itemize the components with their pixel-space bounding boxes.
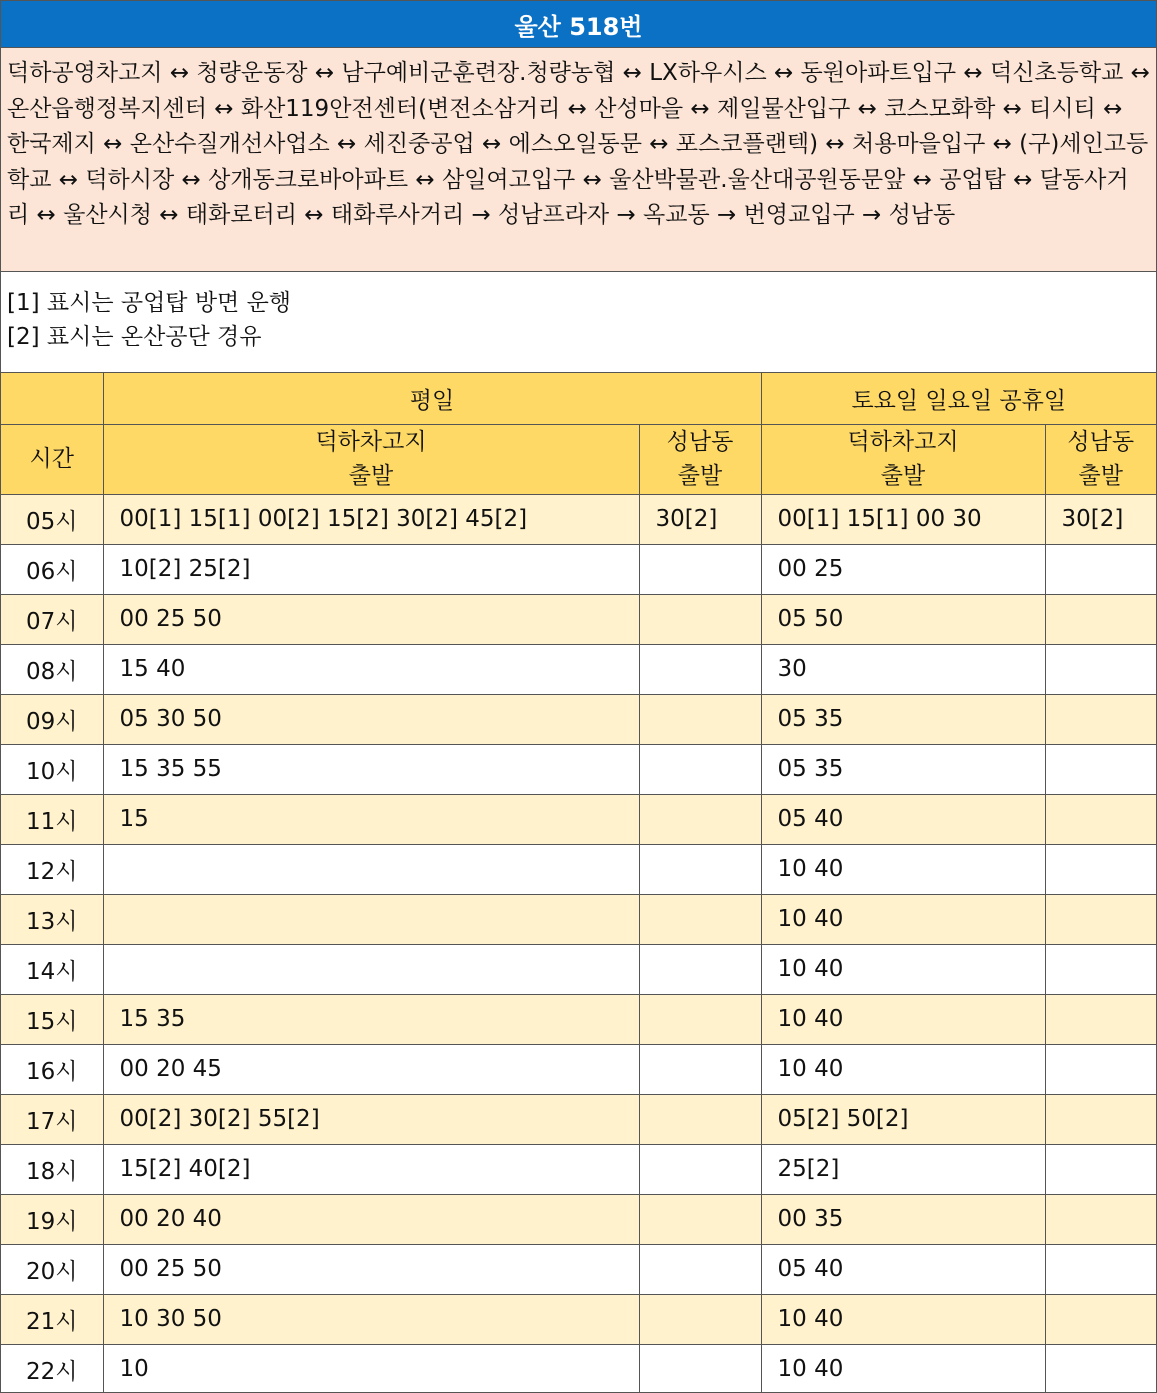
weekday-seongnam-times xyxy=(639,1194,761,1244)
weekday-dukha-times: 15 40 xyxy=(103,644,639,694)
hour-header: 시간 xyxy=(1,424,103,494)
page-title: 울산 518번 xyxy=(1,1,1156,48)
weekend-seongnam-times xyxy=(1045,944,1156,994)
header-line: 덕하차고지 xyxy=(847,429,959,455)
table-row xyxy=(1,894,1156,944)
weekday-seongnam-times xyxy=(639,894,761,944)
weekday-seongnam-times xyxy=(639,1144,761,1194)
table-row xyxy=(1,1044,1156,1094)
header-line: 성남동 xyxy=(666,429,734,455)
weekday-seongnam-times xyxy=(639,794,761,844)
weekday-seongnam-times xyxy=(639,844,761,894)
weekday-seongnam-times xyxy=(639,944,761,994)
header-line: 출발 xyxy=(677,463,723,489)
weekend-seongnam-times xyxy=(1045,1344,1156,1393)
weekend-dukha-times: 10 40 xyxy=(761,894,1045,944)
weekday-dukha-times xyxy=(103,844,639,894)
hour-cell: 16시 xyxy=(1,1044,103,1094)
weekend-seongnam-times xyxy=(1045,694,1156,744)
weekend-dukha-times: 10 40 xyxy=(761,944,1045,994)
weekend-dukha-times: 10 40 xyxy=(761,844,1045,894)
group-header-row xyxy=(1,373,1156,424)
hour-cell: 09시 xyxy=(1,694,103,744)
hour-cell: 06시 xyxy=(1,544,103,594)
table-row xyxy=(1,1194,1156,1244)
route-description: 덕하공영차고지 ↔ 청량운동장 ↔ 남구예비군훈련장.청량농협 ↔ LX하우시스 ↔ 동원아파트입구 ↔ 덕신초등학교 ↔ 온산읍행정복지센터 ↔ 화산119안전센터(변전소삼거리 ↔ 산성마을 ↔ 제일물산입구 ↔ 코스모화학 ↔ 티시티 ↔ 한국제지 ↔ 온산수질개선사업소 ↔ 세진중공업 ↔ 에스오일동문 ↔ 포스코플랜텍) ↔ 처용마을입구 ↔ (구)세인고등학교 ↔ 덕하시장 ↔ 상개동크로바아파트 ↔ 삼일여고입구 ↔ 울산박물관.울산대공원동문앞 ↔ 공업탑 ↔ 달동사거리 ↔ 울산시청 ↔ 태화로터리 ↔ 태화루사거리 → 성남프라자 → 옥교동 → 번영교입구 → 성남동 xyxy=(1,48,1156,272)
weekday-header: 평일 xyxy=(103,373,761,424)
schedule-table xyxy=(1,373,1156,1393)
weekday-seongnam-times xyxy=(639,994,761,1044)
table-row xyxy=(1,1144,1156,1194)
weekday-dukha-times xyxy=(103,944,639,994)
weekday-dukha-times: 00 25 50 xyxy=(103,1244,639,1294)
weekday-dukha-times: 00 25 50 xyxy=(103,594,639,644)
weekend-dukha-times: 05 35 xyxy=(761,744,1045,794)
weekday-seongnam-header xyxy=(639,424,761,494)
hour-cell: 22시 xyxy=(1,1344,103,1393)
weekend-dukha-times: 10 40 xyxy=(761,1044,1045,1094)
header-line: 출발 xyxy=(348,463,394,489)
weekend-dukha-times: 05 50 xyxy=(761,594,1045,644)
weekday-dukha-header xyxy=(103,424,639,494)
weekday-dukha-times: 05 30 50 xyxy=(103,694,639,744)
weekday-dukha-times xyxy=(103,894,639,944)
weekend-dukha-times: 00 25 xyxy=(761,544,1045,594)
weekday-dukha-times: 00 20 40 xyxy=(103,1194,639,1244)
weekday-seongnam-times xyxy=(639,744,761,794)
hour-cell: 10시 xyxy=(1,744,103,794)
hour-cell: 11시 xyxy=(1,794,103,844)
note-1: [1] 표시는 공업탑 방면 운행 xyxy=(7,290,292,316)
table-row xyxy=(1,1244,1156,1294)
header-line: 성남동 xyxy=(1067,429,1135,455)
hour-cell: 17시 xyxy=(1,1094,103,1144)
weekday-seongnam-times xyxy=(639,594,761,644)
weekend-dukha-times: 05 35 xyxy=(761,694,1045,744)
weekend-seongnam-times xyxy=(1045,1294,1156,1344)
weekday-dukha-times: 15 35 xyxy=(103,994,639,1044)
weekend-header: 토요일 일요일 공휴일 xyxy=(761,373,1156,424)
table-row xyxy=(1,794,1156,844)
hour-cell: 20시 xyxy=(1,1244,103,1294)
weekend-seongnam-header xyxy=(1045,424,1156,494)
weekend-dukha-header xyxy=(761,424,1045,494)
weekend-seongnam-times xyxy=(1045,644,1156,694)
weekday-seongnam-times xyxy=(639,1344,761,1393)
table-row xyxy=(1,844,1156,894)
blank-header-cell xyxy=(1,373,103,424)
weekday-seongnam-times xyxy=(639,1244,761,1294)
table-row xyxy=(1,994,1156,1044)
weekend-dukha-times: 05 40 xyxy=(761,794,1045,844)
weekday-dukha-times: 00 20 45 xyxy=(103,1044,639,1094)
hour-cell: 07시 xyxy=(1,594,103,644)
hour-cell: 12시 xyxy=(1,844,103,894)
hour-cell: 14시 xyxy=(1,944,103,994)
table-row xyxy=(1,644,1156,694)
weekend-dukha-times: 00 35 xyxy=(761,1194,1045,1244)
header-line: 출발 xyxy=(880,463,926,489)
weekday-dukha-times: 15[2] 40[2] xyxy=(103,1144,639,1194)
weekend-seongnam-times xyxy=(1045,744,1156,794)
table-row xyxy=(1,944,1156,994)
hour-cell: 13시 xyxy=(1,894,103,944)
table-row xyxy=(1,494,1156,544)
weekday-seongnam-times xyxy=(639,1294,761,1344)
hour-cell: 05시 xyxy=(1,494,103,544)
weekend-seongnam-times xyxy=(1045,1244,1156,1294)
weekday-dukha-times: 00[1] 15[1] 00[2] 15[2] 30[2] 45[2] xyxy=(103,494,639,544)
table-row xyxy=(1,1344,1156,1393)
weekend-dukha-times: 00[1] 15[1] 00 30 xyxy=(761,494,1045,544)
weekend-seongnam-times xyxy=(1045,894,1156,944)
column-header-row xyxy=(1,424,1156,494)
weekend-dukha-times: 25[2] xyxy=(761,1144,1045,1194)
weekday-seongnam-times: 30[2] xyxy=(639,494,761,544)
weekday-dukha-times: 10 30 50 xyxy=(103,1294,639,1344)
weekday-dukha-times: 15 xyxy=(103,794,639,844)
weekend-dukha-times: 10 40 xyxy=(761,994,1045,1044)
table-row xyxy=(1,594,1156,644)
weekend-seongnam-times xyxy=(1045,594,1156,644)
weekend-seongnam-times xyxy=(1045,794,1156,844)
header-line: 덕하차고지 xyxy=(315,429,427,455)
weekend-seongnam-times xyxy=(1045,1094,1156,1144)
weekday-seongnam-times xyxy=(639,544,761,594)
table-row xyxy=(1,544,1156,594)
weekday-seongnam-times xyxy=(639,1094,761,1144)
hour-cell: 08시 xyxy=(1,644,103,694)
table-row xyxy=(1,1294,1156,1344)
weekend-seongnam-times xyxy=(1045,1144,1156,1194)
hour-cell: 15시 xyxy=(1,994,103,1044)
weekend-seongnam-times: 30[2] xyxy=(1045,494,1156,544)
weekday-dukha-times: 15 35 55 xyxy=(103,744,639,794)
table-row xyxy=(1,744,1156,794)
weekend-dukha-times: 30 xyxy=(761,644,1045,694)
notes-section xyxy=(1,272,1156,373)
weekday-dukha-times: 10 xyxy=(103,1344,639,1393)
table-row xyxy=(1,694,1156,744)
hour-cell: 21시 xyxy=(1,1294,103,1344)
weekday-dukha-times: 00[2] 30[2] 55[2] xyxy=(103,1094,639,1144)
weekend-seongnam-times xyxy=(1045,844,1156,894)
weekend-seongnam-times xyxy=(1045,1044,1156,1094)
weekend-seongnam-times xyxy=(1045,994,1156,1044)
weekend-dukha-times: 10 40 xyxy=(761,1344,1045,1393)
weekend-dukha-times: 05[2] 50[2] xyxy=(761,1094,1045,1144)
weekday-seongnam-times xyxy=(639,644,761,694)
weekend-seongnam-times xyxy=(1045,1194,1156,1244)
weekday-seongnam-times xyxy=(639,694,761,744)
hour-cell: 19시 xyxy=(1,1194,103,1244)
hour-cell: 18시 xyxy=(1,1144,103,1194)
table-row xyxy=(1,1094,1156,1144)
weekday-dukha-times: 10[2] 25[2] xyxy=(103,544,639,594)
header-line: 출발 xyxy=(1078,463,1123,489)
weekend-seongnam-times xyxy=(1045,544,1156,594)
weekend-dukha-times: 05 40 xyxy=(761,1244,1045,1294)
note-2: [2] 표시는 온산공단 경유 xyxy=(7,324,262,350)
weekend-dukha-times: 10 40 xyxy=(761,1294,1045,1344)
weekday-seongnam-times xyxy=(639,1044,761,1094)
